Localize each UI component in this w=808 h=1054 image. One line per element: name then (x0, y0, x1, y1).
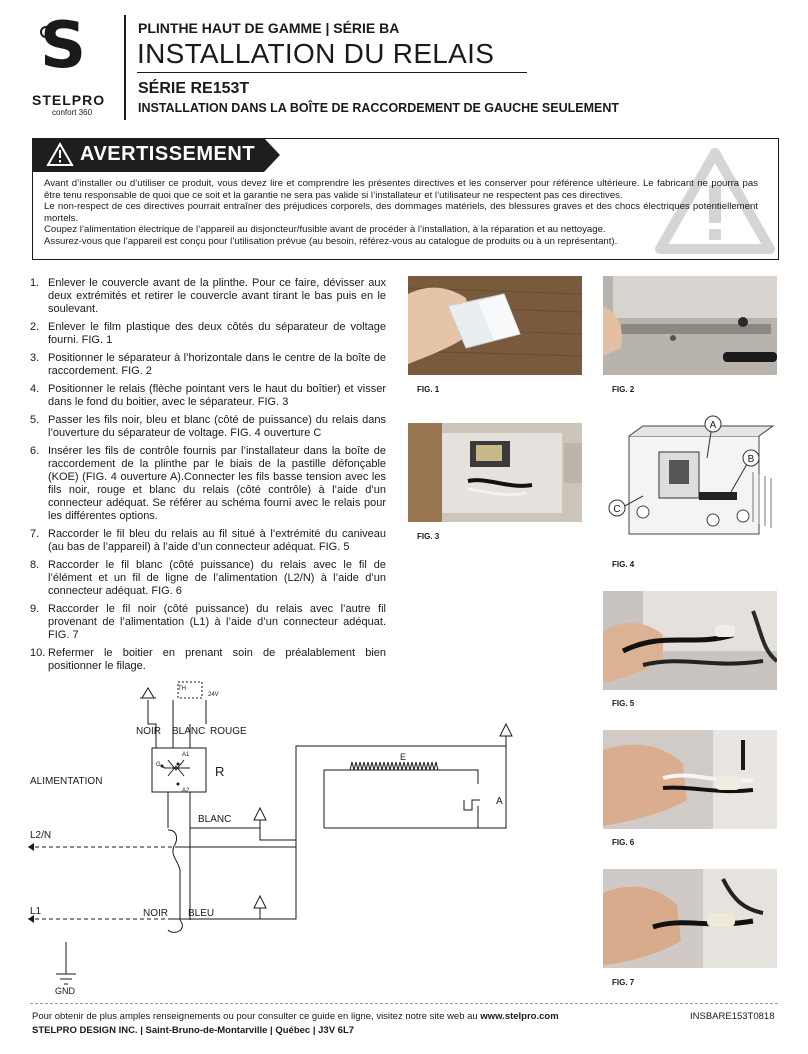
svg-text:E: E (400, 752, 407, 762)
fig3-photo (408, 423, 582, 522)
svg-text:G: G (156, 762, 161, 768)
fig5-caption: FIG. 5 (612, 699, 635, 708)
fig5-photo (603, 591, 777, 690)
heating-element (350, 762, 438, 770)
logo-brand: STELPRO (32, 92, 106, 108)
warning-line: Le non-respect de ces directives pourrait entraîner des préjudices corporels, des dommages matériels, des blessures graves et des chocs électriques potentiellement mortels. (44, 201, 758, 224)
page-title: INSTALLATION DU RELAIS (137, 38, 495, 69)
fig7-caption: FIG. 7 (612, 978, 635, 987)
svg-text:BLANC: BLANC (172, 726, 206, 737)
fig1-caption: FIG. 1 (417, 385, 440, 394)
svg-text:ALIMENTATION: ALIMENTATION (30, 776, 103, 787)
fig1-photo (408, 276, 582, 375)
svg-text:A1: A1 (182, 752, 190, 758)
fig6-caption: FIG. 6 (612, 838, 635, 847)
warning-title: AVERTISSEMENT (80, 143, 256, 165)
warning-text (44, 178, 758, 248)
svg-text:R: R (215, 764, 225, 779)
svg-text:L2/N: L2/N (30, 830, 52, 841)
warning-line: Coupez l’alimentation électrique de l’appareil au disjoncteur/fusible avant de procéder à l’installation, à la réparation et au nettoyage. (44, 224, 606, 236)
wire-nut-icon (254, 808, 266, 820)
fig7-photo (603, 869, 777, 968)
logo-letter: S (40, 9, 87, 83)
list-item: 10. Refermer le boitier en prenant soin de préalablement bien positionner le filage. (30, 647, 386, 672)
fig4-caption: FIG. 4 (612, 560, 635, 569)
wire-nut-icon (500, 724, 512, 736)
header-divider (124, 15, 126, 120)
svg-text:L1: L1 (30, 906, 42, 917)
header-series: PLINTHE HAUT DE GAMME | SÉRIE BA (138, 20, 400, 36)
svg-text:GND: GND (55, 986, 75, 996)
fig2-photo (603, 276, 777, 375)
svg-text:NOIR: NOIR (143, 908, 168, 919)
svg-text:A: A (496, 796, 503, 807)
website-link[interactable]: www.stelpro.com (480, 1011, 559, 1022)
wire-nut-icon (254, 896, 266, 908)
connector-icon (140, 688, 156, 698)
svg-text:NOIR: NOIR (136, 726, 161, 737)
document-code: INSBARE153T0818 (690, 1011, 775, 1022)
installation-steps (30, 277, 386, 678)
page-subtitle: INSTALLATION DANS LA BOÎTE DE RACCORDEMENT DE GAUCHE SEULEMENT (138, 101, 620, 115)
footer-divider (30, 1003, 778, 1004)
logo-tagline: confort 360 (52, 108, 93, 117)
svg-text:A2: A2 (182, 788, 190, 794)
list-item: 1. Enlever le couvercle avant de la plinthe. Pour ce faire, dévisser aux deux extrémités et retirer le couvercle avant tirant le bas puis en le soulevant. (30, 277, 386, 315)
footer-note: Pour obtenir de plus amples renseignements ou pour consulter ce guide en ligne, visitez notre site web au www.stelpro.com (32, 1011, 559, 1022)
company-address: STELPRO DESIGN INC. | Saint-Bruno-de-Montarville | Québec | J3V 6L7 (32, 1025, 355, 1036)
list-item: 2. Enlever le film plastique des deux côtés du séparateur de voltage fourni. FIG. 1 (30, 321, 386, 346)
list-item: 7. Raccorder le fil bleu du relais au fil situé à l’extrémité du caniveau (au bas de l’appareil) à l’aide d’un connecteur adéquat. FIG. 5 (30, 528, 386, 553)
list-item: 4. Positionner le relais (flèche pointant vers le haut du boîtier) et visser dans le fond du boitier, avec le séparateur. FIG. 3 (30, 383, 386, 408)
svg-text:24V: 24V (208, 692, 219, 698)
fig6-photo (603, 730, 777, 829)
list-item: 5. Passer les fils noir, bleu et blanc (côté de puissance) du relais dans l’ouverture du séparateur de voltage. FIG. 4 ouverture C (30, 414, 386, 439)
title-rule (137, 72, 527, 73)
model-title: SÉRIE RE153T (138, 80, 250, 97)
list-item: 6. Insérer les fils de contrôle fournis par l’installateur dans la boîte de raccordement de la plinthe par le biais de la pastille défonçable (KOE) (FIG. 4 ouverture A).Connecter les fils basse tension avec les fils noir, rouge et blanc du relais (côté contrôle) à l’aide d’un connecteur adéquat. Se référer au schéma fourni avec le relais pour les différentes options. (30, 445, 386, 522)
warning-line: Avant d’installer ou d’utiliser ce produit, vous devez lire et comprendre les présentes directives et les conserver pour référence ultérieure. Le fabricant ne pourra pas être tenu responsable de quoi que ce soit et la garantie ne sera pas valide si l’installateur et l’utilisateur ne respectent pas ces directives. (44, 178, 758, 201)
svg-text:BLANC: BLANC (198, 814, 232, 825)
list-item: 3. Positionner le séparateur à l’horizontale dans le centre de la boîte de raccordement. FIG. 2 (30, 352, 386, 377)
wiring-diagram (28, 680, 528, 998)
warning-line: Assurez-vous que l’appareil est conçu pour l’utilisation prévue (au besoin, référez-vous au catalogue de produits ou à un représentant). (44, 235, 618, 247)
fig3-caption: FIG. 3 (417, 532, 440, 541)
fig4-label-a: A (709, 420, 717, 431)
list-item: 8. Raccorder le fil blanc (côté puissance) du relais avec le fil de l’élément et un fil de ligne de l’alimentation (L2/N) à l’aide d’un connecteur adéquat. FIG. 6 (30, 559, 386, 597)
svg-text:TH: TH (178, 686, 186, 692)
svg-text:BLEU: BLEU (188, 908, 215, 919)
fig4-drawing (603, 412, 777, 550)
list-item: 9. Raccorder le fil noir (côté puissance) du relais avec l’autre fil provenant de l’alimentation (L1) à l’aide d’un connecteur adéquat. FIG. 7 (30, 603, 386, 641)
fig4-label-c: C (613, 504, 621, 515)
fig2-caption: FIG. 2 (612, 385, 635, 394)
fig4-label-b: B (747, 454, 755, 465)
svg-text:ROUGE: ROUGE (210, 726, 247, 737)
